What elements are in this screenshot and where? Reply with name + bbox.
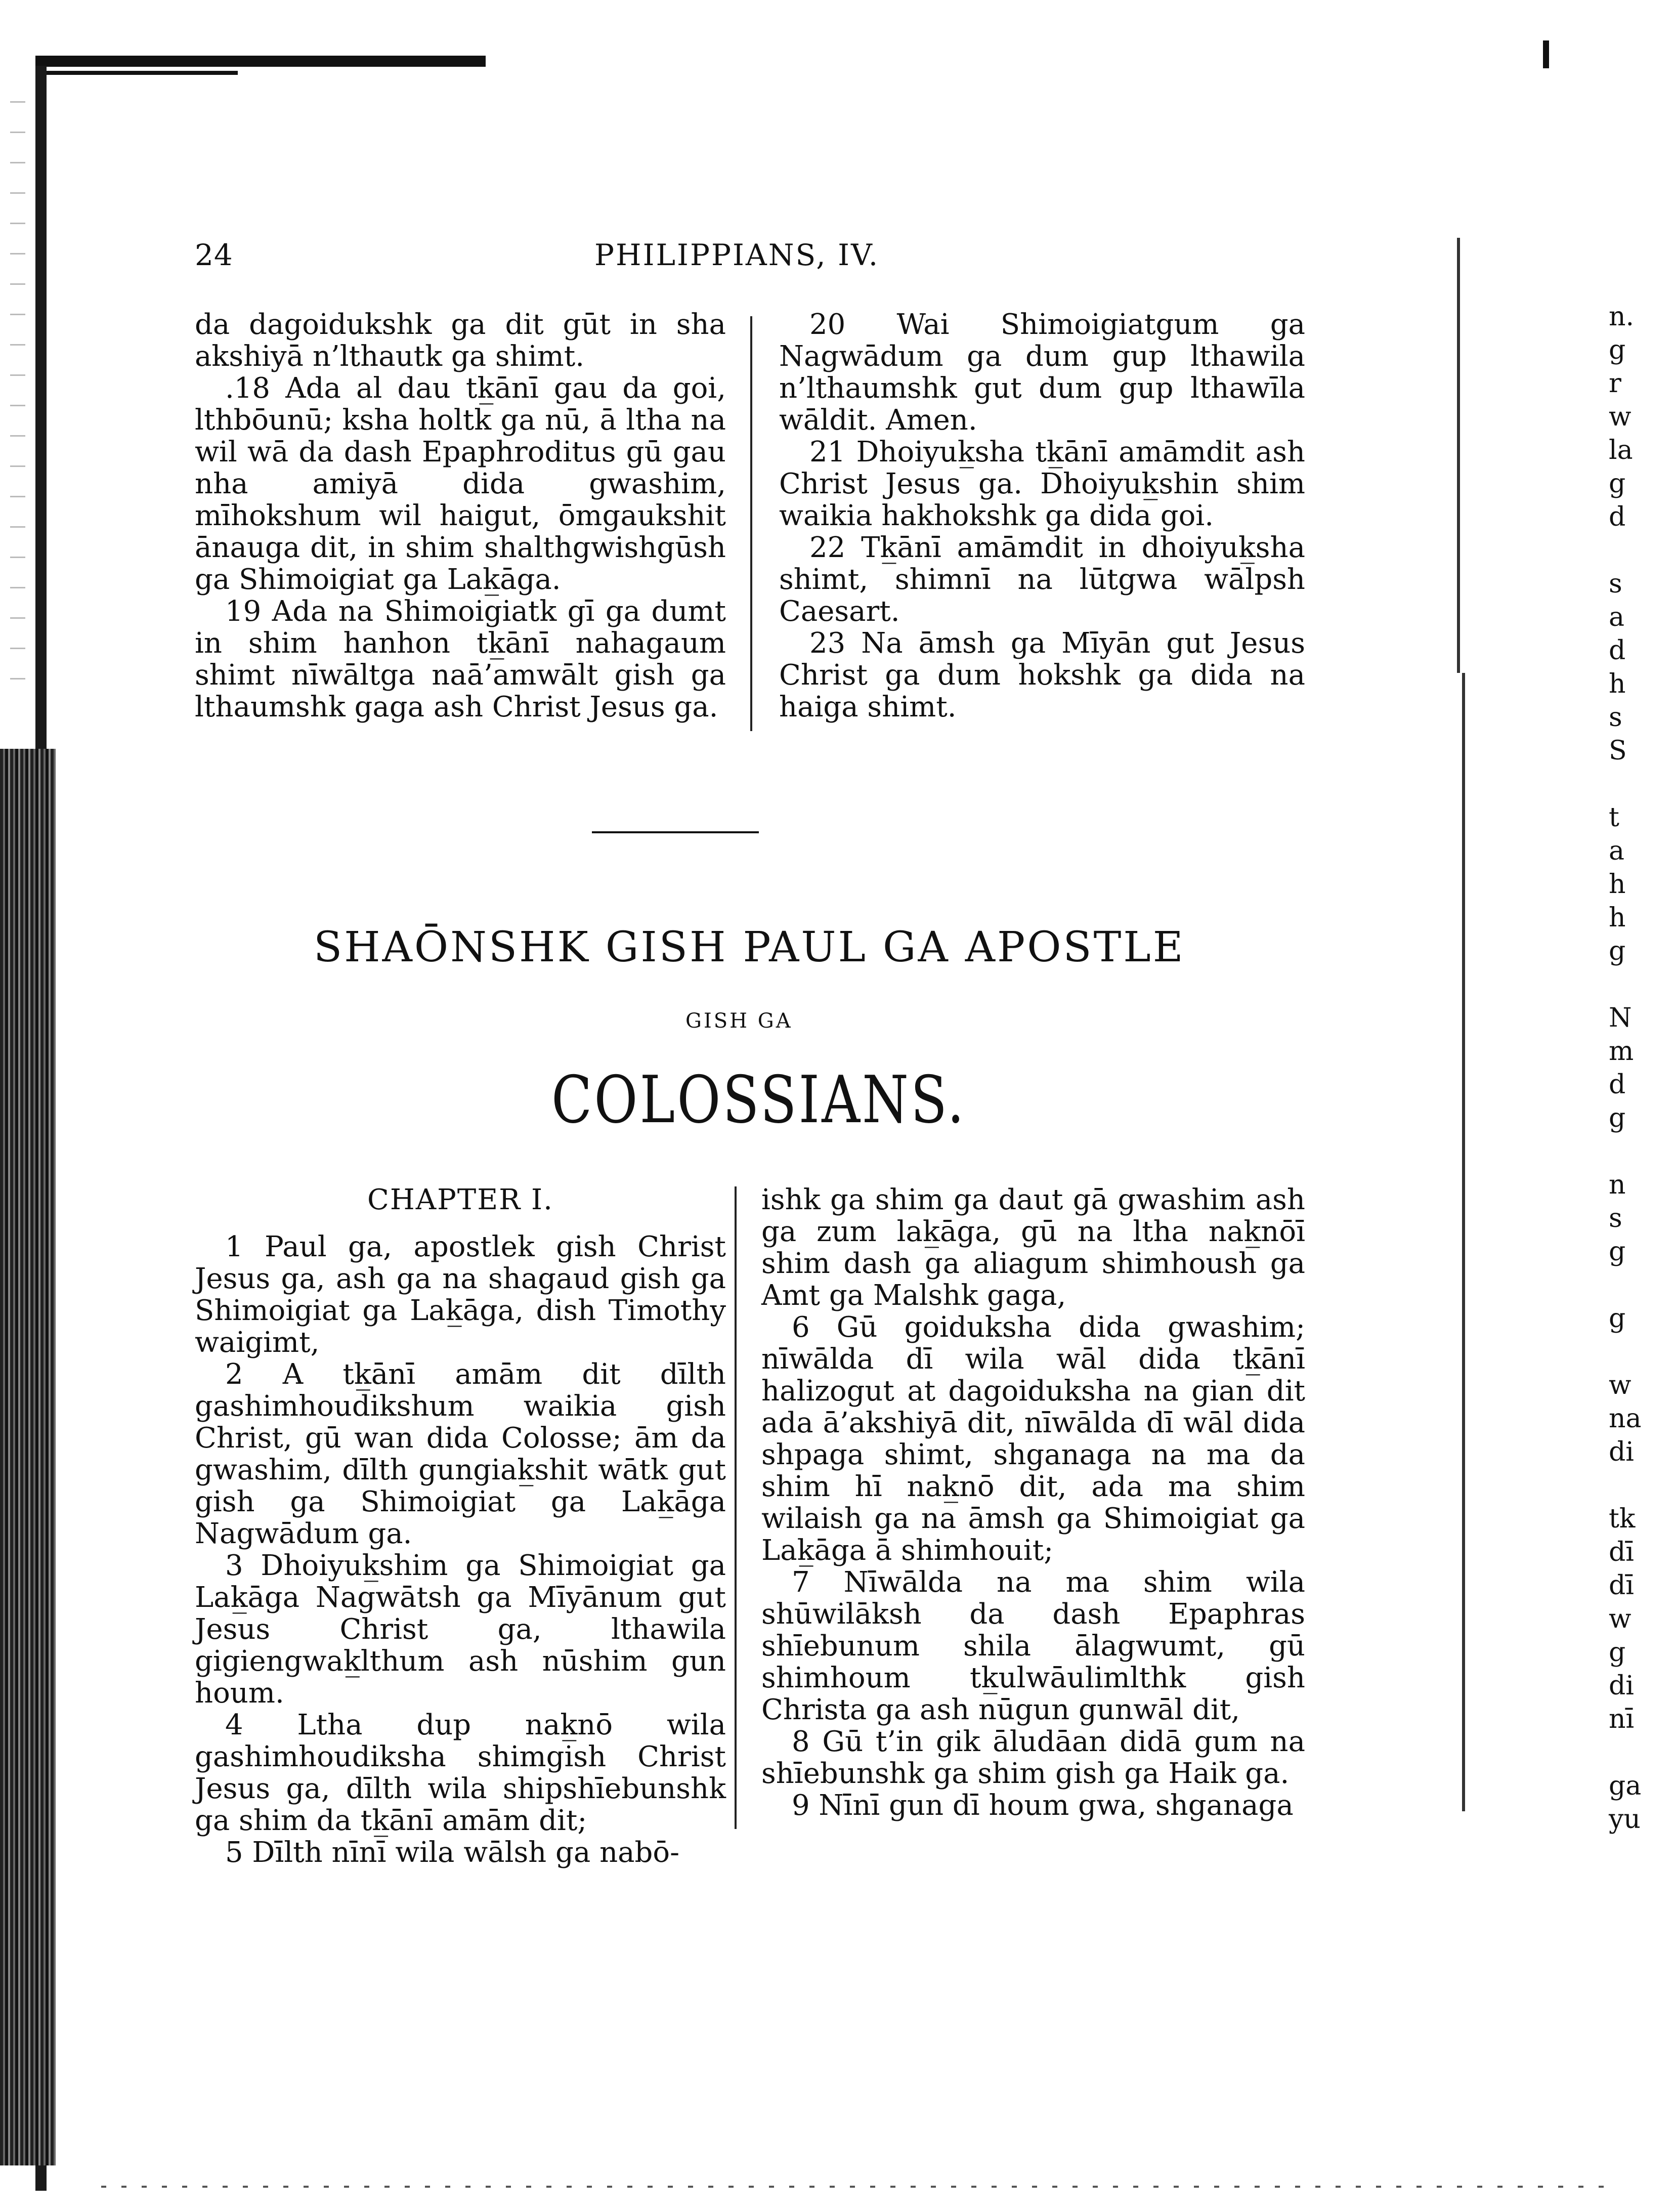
- book-title-line2: GISH GA: [685, 1009, 793, 1033]
- fragment-letter: n.: [1609, 302, 1635, 332]
- chapter-heading: CHAPTER I.: [367, 1183, 553, 1216]
- paragraph: da dagoidukshk ga dit gūt in sha akshiyā n’lthautk ga shimt.: [195, 308, 726, 373]
- fragment-letter: [1609, 1339, 1669, 1372]
- fragment-letter: a: [1609, 836, 1625, 866]
- column-top-right: [779, 309, 1305, 723]
- column-top-left: [195, 309, 726, 723]
- column-divider: [750, 316, 752, 731]
- verse: 19 Ada na Shimoigiatk gī ga dumt in shim hanhon tk̲ānī nahagaum shimt nīwāltga naā’amwālt gish ga lthaumshk gaga ash Christ Jesus ga.: [195, 595, 726, 724]
- verse: 9 Nīnī gun dī houm gwa, shganaga: [792, 1789, 1294, 1822]
- scan-mark-top-right: [1543, 40, 1549, 68]
- fragment-letter: m: [1609, 1036, 1634, 1067]
- fragment-letter: dī: [1609, 1537, 1634, 1567]
- adjacent-page-fragments: [1609, 304, 1669, 1840]
- verse: 4 Ltha dup nak̲nō wila gashimhoudiksha shimgish Christ Jesus ga, dīlth wila shipshīebunshk ga shim da tk̲ānī amām dit;: [195, 1709, 726, 1837]
- scan-border-top-inner: [35, 71, 238, 75]
- fragment-letter: di: [1609, 1437, 1634, 1467]
- column-divider: [735, 1186, 737, 1829]
- verse: 5 Dīlth nīnī wila wālsh ga nabō-: [225, 1836, 680, 1869]
- fragment-letter: nī: [1609, 1704, 1635, 1734]
- fragment-letter: yu: [1609, 1804, 1641, 1835]
- verse: 23 Na āmsh ga Mīyān gut Jesus Christ ga dum hokshk ga dida na haiga shimt.: [779, 627, 1305, 724]
- fragment-letter: tk: [1609, 1504, 1636, 1534]
- verse: 20 Wai Shimoigiatgum ga Nagwādum ga dum gup lthawila n’lthaumshk gut dum gup lthawīla wāldit. Amen.: [779, 308, 1305, 437]
- fragment-letter: g: [1609, 1237, 1626, 1267]
- fragment-letter: d: [1609, 635, 1626, 666]
- fragment-letter: d: [1609, 1070, 1626, 1100]
- section-rule: [592, 831, 759, 833]
- fragment-letter: g: [1609, 335, 1626, 365]
- fragment-letter: s: [1609, 569, 1622, 599]
- fragment-letter: g: [1609, 1103, 1626, 1133]
- scan-edge-specks: [10, 101, 25, 708]
- fragment-letter: la: [1609, 435, 1633, 465]
- fragment-letter: h: [1609, 669, 1626, 699]
- verse: 8 Gū t’in gik āludāan didā gum na shīebunshk ga shim gish ga Haik ga.: [761, 1725, 1305, 1790]
- fragment-letter: N: [1609, 1003, 1632, 1033]
- fragment-letter: t: [1609, 802, 1619, 833]
- scan-gutter-line: [1457, 238, 1460, 673]
- fragment-letter: [1609, 1138, 1669, 1172]
- fragment-letter: g: [1609, 936, 1626, 966]
- fragment-letter: na: [1609, 1403, 1642, 1434]
- fragment-letter: h: [1609, 903, 1626, 933]
- verse: 1 Paul ga, apostlek gish Christ Jesus ga, ash ga na shagaud gish ga Shimoigiat ga Lak̲āga, dish Timothy waigimt,: [195, 1230, 726, 1359]
- page-number: 24: [195, 238, 233, 272]
- fragment-letter: a: [1609, 602, 1625, 632]
- column-bottom-right: [761, 1184, 1305, 1821]
- verse: 2 A tk̲ānī amām dit dīlth gashimhoudikshum waikia gish Christ, gū wan dida Colosse; ām da gwashim, dīlth gungiak̲shit wātk gut gish ga Shimoigiat ga Lak̲āga Nagwādum ga.: [195, 1358, 726, 1550]
- column-bottom-left: [195, 1184, 726, 1868]
- fragment-letter: w: [1609, 402, 1632, 432]
- fragment-letter: [1609, 771, 1669, 804]
- verse: 22 Tk̲ānī amāmdit in dhoiyuk̲sha shimt, shimnī na lūtgwa wālpsh Caesart.: [779, 531, 1305, 628]
- scan-gutter-line: [1462, 673, 1465, 1811]
- fragment-letter: [1609, 1739, 1669, 1773]
- fragment-letter: [1609, 1472, 1669, 1506]
- fragment-letter: di: [1609, 1671, 1634, 1701]
- fragment-letter: r: [1609, 368, 1621, 399]
- scan-binding-shadow: [0, 749, 56, 2165]
- fragment-letter: s: [1609, 1203, 1622, 1233]
- book-title: COLOSSIANS.: [551, 1062, 966, 1138]
- fragment-letter: g: [1609, 1637, 1626, 1668]
- verse: 6 Gū goiduksha dida gwashim; nīwālda dī wila wāl dida tk̲ānī halizogut at dagoiduksha na gian dit ada ā’akshiyā dit, nīwālda dī wāl dida shpaga shimt, shganaga na ma da shim hī nak̲nō dit, ada ma shim wilaish ga na āmsh ga Shimoigiat ga Lak̲āga ā shimhouit;: [761, 1311, 1305, 1567]
- verse: 7 Nīwālda na ma shim wila shūwilāksh da dash Epaphras shīebunum shila ālagwumt, gū shimhoum tk̲ulwāulimlthk gish Christa ga ash nūgun gunwāl dit,: [761, 1566, 1305, 1726]
- fragment-letter: dī: [1609, 1570, 1634, 1601]
- fragment-letter: h: [1609, 869, 1626, 900]
- fragment-letter: [1609, 537, 1669, 571]
- paragraph: ishk ga shim ga daut gā gwashim ash ga zum lak̲āga, gū na ltha nak̲nōī shim dash ga aliagum shimhoush ga Amt ga Malshk gaga,: [761, 1183, 1305, 1312]
- book-title-line1: SHAŌNSHK GISH PAUL GA APOSTLE: [314, 923, 1185, 971]
- fragment-letter: ga: [1609, 1771, 1642, 1801]
- fragment-letter: [1609, 971, 1669, 1005]
- scan-bottom-noise: [101, 2186, 1619, 2188]
- fragment-letter: S: [1609, 736, 1627, 766]
- fragment-letter: d: [1609, 502, 1626, 532]
- fragment-letter: w: [1609, 1604, 1632, 1634]
- fragment-letter: s: [1609, 702, 1622, 733]
- fragment-letter: g: [1609, 1303, 1626, 1334]
- fragment-letter: [1609, 1272, 1669, 1305]
- verse: 21 Dhoiyuk̲sha tk̲ānī amāmdit ash Christ Jesus ga. Dhoiyuk̲shin shim waikia hakhokshk ga dida goi.: [779, 436, 1305, 532]
- scan-border-top: [35, 56, 486, 67]
- fragment-letter: n: [1609, 1170, 1626, 1200]
- fragment-letter: w: [1609, 1370, 1632, 1400]
- running-head: PHILIPPIANS, IV.: [594, 238, 880, 272]
- verse: 3 Dhoiyuk̲shim ga Shimoigiat ga Lak̲āga Nagwātsh ga Mīyānum gut Jesus Christ ga, lthawila gigiengwak̲lthum ash nūshim gun houm.: [195, 1549, 726, 1710]
- verse: .18 Ada al dau tk̲ānī gau da goi, lthbōunū; ksha holtk ga nū, ā ltha na wil wā da dash Epaphroditus gū gau nha amiyā dida gwashim, mīhokshum wil haigut, ōmgaukshit ānauga dit, in shim shalthgwishgūsh ga Shimoigiat ga Lak̲āga.: [195, 372, 726, 596]
- fragment-letter: g: [1609, 469, 1626, 499]
